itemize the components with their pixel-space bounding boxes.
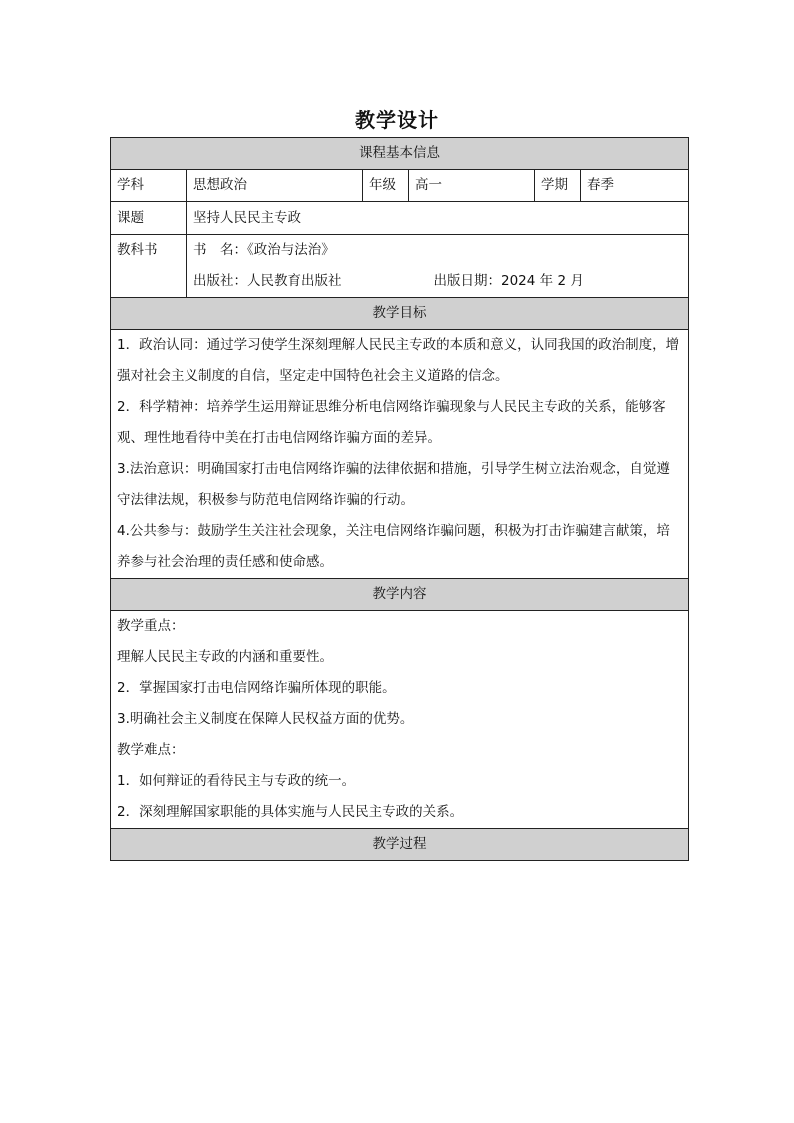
term-label: 学期 (535, 170, 581, 202)
difficult-points-title: 教学难点： (117, 742, 185, 758)
section-row-objectives (111, 298, 689, 330)
publisher-line (193, 266, 682, 297)
objectives-row (111, 330, 689, 579)
content-row (111, 611, 689, 829)
textbook-details (187, 235, 689, 298)
book-name-line (193, 235, 682, 266)
section-header-objectives: 教学目标 (111, 298, 689, 330)
subject-value: 思想政治 (187, 170, 363, 202)
key-point-item: 3.明确社会主义制度在保障人民权益方面的优势。 (117, 711, 414, 727)
section-header-content: 教学内容 (111, 579, 689, 611)
book-name-label: 书 名： (193, 242, 247, 258)
topic-label: 课题 (111, 202, 187, 235)
key-point-item: 理解人民民主专政的内涵和重要性。 (117, 649, 333, 665)
publish-date: 出版日期：2024 年 2 月 (433, 273, 584, 289)
term-value: 春季 (581, 170, 689, 202)
content-list (111, 611, 689, 829)
objective-item: 3.法治意识：明确国家打击电信网络诈骗的法律依据和措施，引导学生树立法治观念，自觉遵守法律法规，积极参与防范电信网络诈骗的行动。 (117, 461, 670, 508)
grade-label: 年级 (363, 170, 409, 202)
subject-label: 学科 (111, 170, 187, 202)
objective-item: 1．政治认同：通过学习使学生深刻理解人民民主专政的本质和意义，认同我国的政治制度，增强对社会主义制度的自信，坚定走中国特色社会主义道路的信念。 (117, 337, 680, 384)
objective-item: 2．科学精神：培养学生运用辩证思维分析电信网络诈骗现象与人民民主专政的关系，能够客观、理性地看待中美在打击电信网络诈骗方面的差异。 (117, 399, 666, 446)
section-row-basic-info (111, 138, 689, 170)
topic-value: 坚持人民民主专政 (187, 202, 689, 235)
section-header-process: 教学过程 (111, 829, 689, 861)
key-point-item: 2．掌握国家打击电信网络诈骗所体现的职能。 (117, 680, 396, 696)
textbook-label: 教科书 (111, 235, 187, 298)
info-row-topic (111, 202, 689, 235)
publisher: 出版社：人民教育出版社 (193, 273, 342, 289)
grade-value: 高一 (409, 170, 535, 202)
section-row-process (111, 829, 689, 861)
difficult-point-item: 1．如何辩证的看待民主与专政的统一。 (117, 773, 356, 789)
info-row-textbook (111, 235, 689, 298)
difficult-point-item: 2．深刻理解国家职能的具体实施与人民民主专政的关系。 (117, 804, 464, 820)
document-title: 教学设计 (355, 108, 439, 132)
book-name-value: 《政治与法治》 (247, 242, 335, 258)
info-row-subject (111, 170, 689, 202)
key-points-title: 教学重点： (117, 618, 185, 634)
objectives-list (111, 330, 689, 579)
section-header-basic-info: 课程基本信息 (111, 138, 689, 170)
objective-item: 4.公共参与：鼓励学生关注社会现象，关注电信网络诈骗问题，积极为打击诈骗建言献策，培养参与社会治理的责任感和使命感。 (117, 523, 670, 570)
section-row-content (111, 579, 689, 611)
lesson-plan-table (110, 137, 689, 861)
